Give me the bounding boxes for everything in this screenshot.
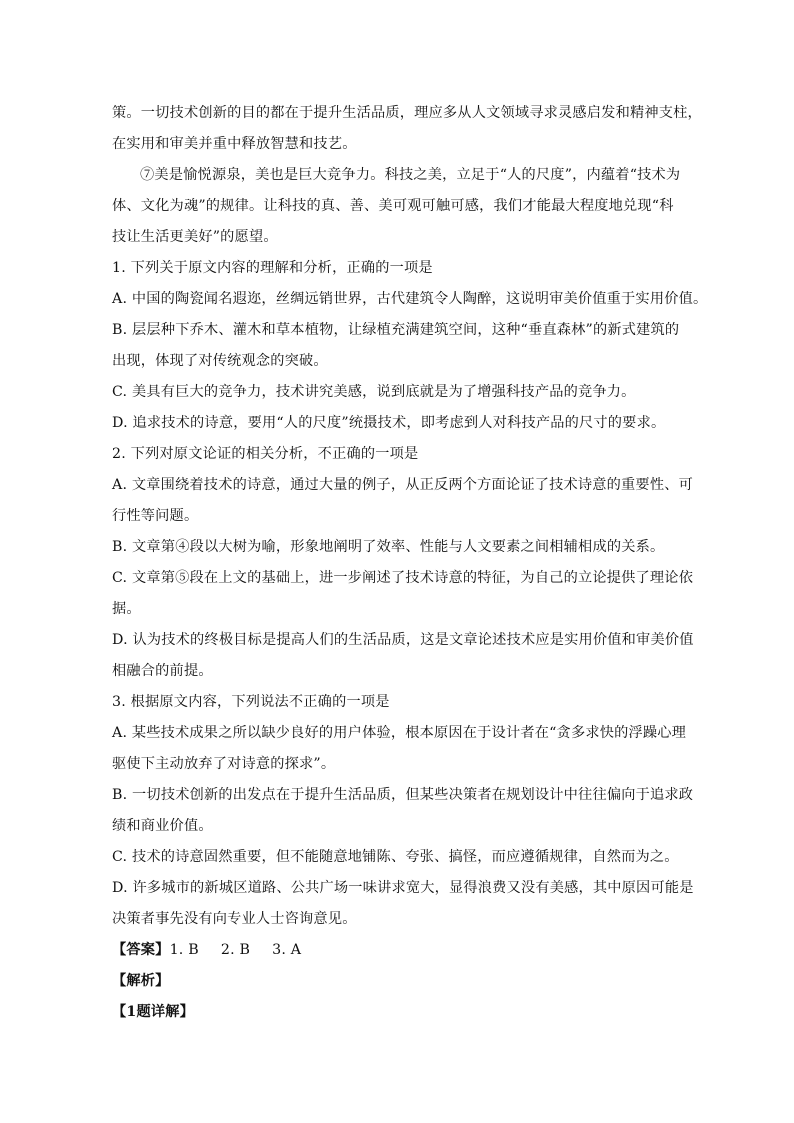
passage-line-3: ⑦美是愉悦源泉，美也是巨大竞争力。科技之美，立足于“人的尺度”，内蕴着“技术为: [140, 167, 681, 183]
question-2-option-a-line-2: 行性等问题。: [112, 508, 199, 524]
question-1-option-c: C. 美具有巨大的竞争力，技术讲究美感，说到底就是为了增强科技产品的竞争力。: [112, 384, 636, 400]
question-2-option-c-line-1: C. 文章第⑤段在上文的基础上，进一步阐述了技术诗意的特征，为自己的立论提供了理论依: [112, 570, 694, 586]
question-3-option-d-line-1: D. 许多城市的新城区道路、公共广场一味讲求宽大，显得浪费又没有美感，其中原因可能是: [112, 880, 694, 896]
document-body: [112, 98, 708, 1028]
question-3-option-d-line-2: 决策者事先没有向专业人士咨询意见。: [112, 911, 357, 927]
question-3-option-a-line-1: A. 某些技术成果之所以缺少良好的用户体验，根本原因在于设计者在“贪多求快的浮躁心理: [112, 725, 687, 741]
question-1-option-a: A. 中国的陶瓷闻名遐迩，丝绸远销世界，古代建筑令人陶醉，这说明审美价值重于实用价值。: [112, 291, 708, 307]
answer-3: 3. A: [272, 942, 302, 958]
question-1-option-b-line-1: B. 层层种下乔木、灌木和草本植物，让绿植充满建筑空间，这种“垂直森林”的新式建筑的: [112, 322, 680, 338]
question-3-option-b-line-2: 绩和商业价值。: [112, 818, 213, 834]
answer-label: 【答案】: [112, 942, 170, 958]
question-3-option-b-line-1: B. 一切技术创新的出发点在于提升生活品质，但某些决策者在规划设计中往往偏向于追求政: [112, 787, 694, 803]
answer-1: 1. B: [169, 942, 199, 958]
question-2-option-c-line-2: 据。: [112, 601, 141, 617]
passage-line-5: 技让生活更美好”的愿望。: [112, 229, 278, 245]
question-3-stem: 3. 根据原文内容，下列说法不正确的一项是: [112, 694, 390, 710]
question-2-option-d-line-2: 相融合的前提。: [112, 663, 213, 679]
question-2-stem: 2. 下列对原文论证的相关分析，不正确的一项是: [112, 446, 419, 462]
question-2-option-d-line-1: D. 认为技术的终极目标是提高人们的生活品质，这是文章论述技术应是实用价值和审美价值: [112, 632, 694, 648]
question-2-option-b: B. 文章第④段以大树为喻，形象地阐明了效率、性能与人文要素之间相辅相成的关系。: [112, 539, 665, 555]
detail-label-q1: 【1题详解】: [112, 1004, 195, 1020]
question-1-stem: 1. 下列关于原文内容的理解和分析，正确的一项是: [112, 260, 433, 276]
passage-line-4: 体、文化为魂”的规律。让科技的真、善、美可观可触可感，我们才能最大程度地兑现“科: [112, 198, 674, 214]
analysis-label: 【解析】: [112, 973, 170, 989]
answer-2: 2. B: [220, 942, 251, 958]
passage-line-2: 在实用和审美并重中释放智慧和技艺。: [112, 136, 357, 152]
question-1-option-d: D. 追求技术的诗意，要用“人的尺度”统摄技术，即考虑到人对科技产品的尺寸的要求。: [112, 415, 666, 431]
question-3-option-a-line-2: 驱使下主动放弃了对诗意的探求”。: [112, 756, 336, 772]
question-3-option-c: C. 技术的诗意固然重要，但不能随意地铺陈、夸张、搞怪，而应遵循规律，自然而为之。: [112, 849, 679, 865]
passage-line-1: 策。一切技术创新的目的都在于提升生活品质，理应多从人文领域寻求灵感启发和精神支柱，: [112, 105, 702, 121]
question-1-option-b-line-2: 出现，体现了对传统观念的突破。: [112, 353, 328, 369]
question-2-option-a-line-1: A. 文章围绕着技术的诗意，通过大量的例子，从正反两个方面论证了技术诗意的重要性、可: [112, 477, 693, 493]
answer-line: [112, 935, 684, 966]
